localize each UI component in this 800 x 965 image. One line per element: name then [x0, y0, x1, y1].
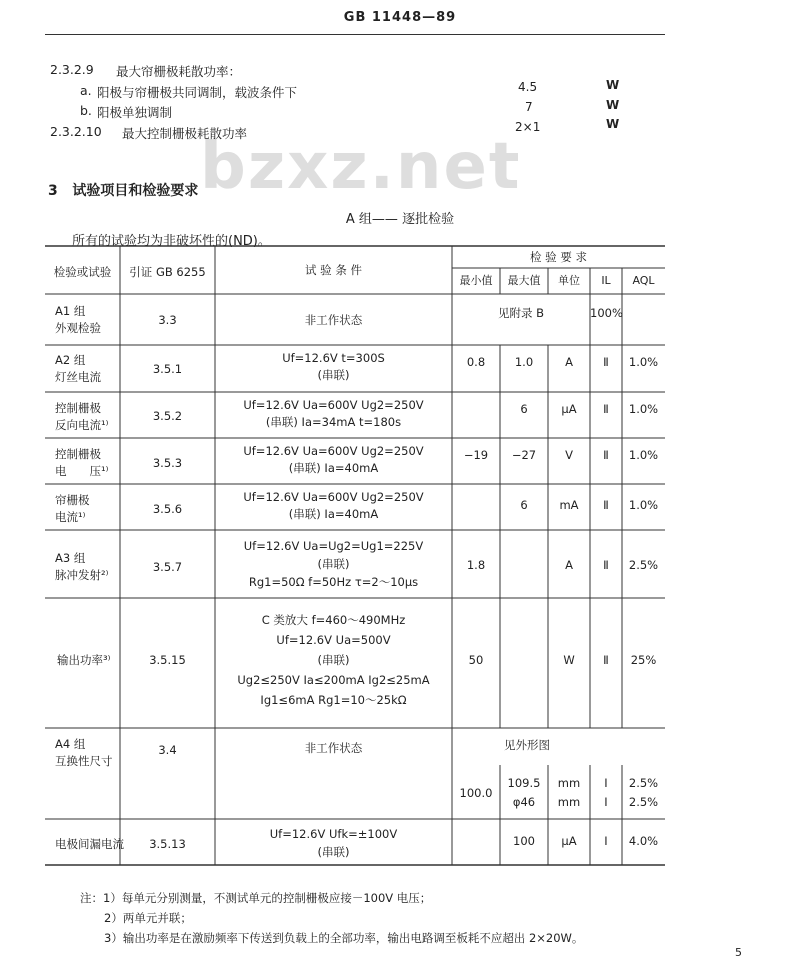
row-cond: (串联)	[317, 845, 350, 859]
param-label: 阳极单独调制	[97, 105, 173, 120]
page-number: 5	[735, 946, 742, 959]
row-aql: 1.0%	[628, 355, 659, 369]
row-unit: μA	[561, 402, 577, 416]
row-test: A4 组	[55, 737, 86, 751]
group-title: A 组—— 逐批检验	[345, 212, 455, 227]
param-label: 最大帘栅极耗散功率：	[116, 64, 242, 79]
th-req: 检 验 要 求	[530, 250, 587, 264]
param-unit: W	[606, 117, 620, 131]
row-ref: 3.4	[158, 743, 177, 757]
row-test: A3 组	[55, 551, 86, 565]
row-cond: Uf=12.6V Ua=600V Ug2=250V	[243, 444, 424, 458]
row-unit: mA	[559, 498, 579, 512]
row-ref: 3.5.7	[152, 560, 183, 574]
row-unit: mm	[557, 795, 581, 809]
param-label: 最大控制栅极耗散功率	[122, 126, 248, 141]
row-cond: Ug2≤250V Ia≤200mA Ig2≤25mA	[237, 673, 430, 687]
row-min: 1.8	[466, 558, 486, 572]
row-ref: 3.5.13	[149, 837, 186, 851]
row-il: Ⅰ	[604, 776, 608, 790]
row-aql: 4.0%	[628, 834, 659, 848]
row-cond: (串联)	[317, 557, 350, 571]
row-cond: C 类放大 f=460～490MHz	[261, 613, 406, 627]
row-min: 50	[468, 653, 484, 667]
row-cond: (串联) Ia=34mA t=180s	[265, 415, 402, 429]
row-aql: 25%	[630, 653, 657, 667]
row-il: Ⅰ	[604, 834, 608, 848]
row-cond: Uf=12.6V Ua=Ug2=Ug1=225V	[243, 539, 424, 553]
row-il: Ⅱ	[603, 355, 609, 369]
th-cond: 试 验 条 件	[305, 263, 362, 277]
row-ref: 3.5.15	[149, 653, 186, 667]
row-cond: (串联)	[317, 368, 350, 382]
param-num: b.	[80, 103, 92, 118]
section-number: 3	[48, 183, 58, 199]
row-ref: 3.3	[158, 313, 177, 327]
th-il: IL	[601, 274, 611, 287]
row-test: 帘栅极	[55, 493, 90, 507]
footnote: 3）输出功率是在激励频率下传送到负载上的全部功率，输出电路调至板耗不应超出 2×20W。	[104, 931, 584, 945]
row-aql: 2.5%	[628, 558, 659, 572]
th-unit: 单位	[558, 274, 580, 287]
param-value: 2×1	[515, 120, 541, 134]
row-aql: 2.5%	[628, 795, 659, 809]
nd-note: 所有的试验均为非破坏性的(ND)。	[72, 234, 271, 249]
row-test: A2 组	[55, 353, 86, 367]
row-ref: 3.5.1	[152, 362, 183, 376]
row-test: 互换性尺寸	[55, 754, 113, 768]
row-cond: (串联) Ia=40mA	[288, 507, 379, 521]
row-min: −19	[463, 448, 489, 462]
row-unit: W	[563, 653, 575, 667]
footnote: 2）两单元并联；	[104, 911, 192, 925]
row-test: 电流¹⁾	[55, 510, 86, 524]
row-aql: 1.0%	[628, 448, 659, 462]
row-unit: V	[565, 448, 573, 462]
row-unit: μA	[561, 834, 577, 848]
row-unit: mm	[557, 776, 581, 790]
row-test: A1 组	[55, 304, 86, 318]
th-test: 检验或试验	[53, 265, 112, 279]
row-max: −27	[511, 448, 537, 462]
row-max: 6	[520, 498, 528, 512]
footnote: 注：1）每单元分别测量，不测试单元的控制栅极应接－100V 电压；	[80, 891, 432, 905]
row-cond: Uf=12.6V t=300S	[282, 351, 385, 365]
row-test: 反向电流¹⁾	[55, 418, 109, 432]
row-aql: 1.0%	[628, 402, 659, 416]
row-il: Ⅰ	[604, 795, 608, 809]
row-test: 输出功率³⁾	[57, 653, 111, 667]
param-num: a.	[80, 83, 92, 98]
section-title: 试验项目和检验要求	[72, 183, 199, 199]
row-test: 控制栅极	[55, 447, 101, 461]
row-max: 100	[513, 834, 535, 848]
param-num: 2.3.2.10	[50, 124, 102, 139]
row-test: 脉冲发射²⁾	[55, 568, 109, 582]
row-test: 外观检验	[55, 321, 101, 335]
row-ref: 3.5.2	[152, 409, 183, 423]
th-aql: AQL	[632, 274, 655, 287]
row-il: Ⅱ	[603, 558, 609, 572]
row-aql: 2.5%	[628, 776, 659, 790]
row-ref: 3.5.6	[152, 502, 183, 516]
row-cond: Uf=12.6V Ufk=±100V	[269, 827, 398, 841]
document-header: GB 11448—89	[343, 10, 457, 25]
param-label: 阳极与帘栅极共同调制，载波条件下	[97, 85, 298, 100]
th-max: 最大值	[507, 274, 541, 287]
row-il: Ⅱ	[603, 402, 609, 416]
row-test: 灯丝电流	[55, 370, 101, 384]
row-cond: 非工作状态	[304, 313, 363, 327]
param-unit: W	[606, 98, 620, 112]
row-il: Ⅱ	[603, 498, 609, 512]
row-cond: Uf=12.6V Ua=600V Ug2=250V	[243, 490, 424, 504]
row-il: Ⅱ	[603, 448, 609, 462]
row-unit: A	[565, 355, 573, 369]
row-cond: Rg1=50Ω f=50Hz τ=2～10μs	[248, 575, 419, 589]
row-il: Ⅱ	[603, 653, 609, 667]
row-test: 电极间漏电流	[55, 837, 124, 851]
row-aql: 1.0%	[628, 498, 659, 512]
row-cond: (串联)	[317, 653, 350, 667]
row-ref: 3.5.3	[152, 456, 183, 470]
watermark: bzxz.net	[200, 130, 522, 204]
row-test: 电 压¹⁾	[55, 464, 109, 478]
param-unit: W	[606, 78, 620, 92]
row-test: 控制栅极	[55, 401, 101, 415]
th-ref: 引证 GB 6255	[129, 265, 206, 279]
row-min: 0.8	[466, 355, 486, 369]
row-min: 100.0	[459, 786, 493, 800]
row-span: 见外形图	[504, 738, 550, 752]
param-value: 7	[525, 100, 533, 114]
row-span: 见附录 B	[497, 306, 545, 320]
row-max: 6	[520, 402, 528, 416]
row-cond: (串联) Ia=40mA	[288, 461, 379, 475]
row-cond: 非工作状态	[304, 741, 363, 755]
row-cond: Uf=12.6V Ua=600V Ug2=250V	[243, 398, 424, 412]
param-num: 2.3.2.9	[50, 62, 94, 77]
row-unit: A	[565, 558, 573, 572]
param-value: 4.5	[518, 80, 538, 94]
row-max: 109.5	[507, 776, 541, 790]
row-il: 100%	[590, 306, 623, 320]
row-max: 1.0	[514, 355, 534, 369]
row-cond: Ig1≤6mA Rg1=10～25kΩ	[260, 693, 407, 707]
row-cond: Uf=12.6V Ua=500V	[276, 633, 391, 647]
th-min: 最小值	[459, 274, 493, 287]
row-max: φ46	[512, 795, 536, 809]
